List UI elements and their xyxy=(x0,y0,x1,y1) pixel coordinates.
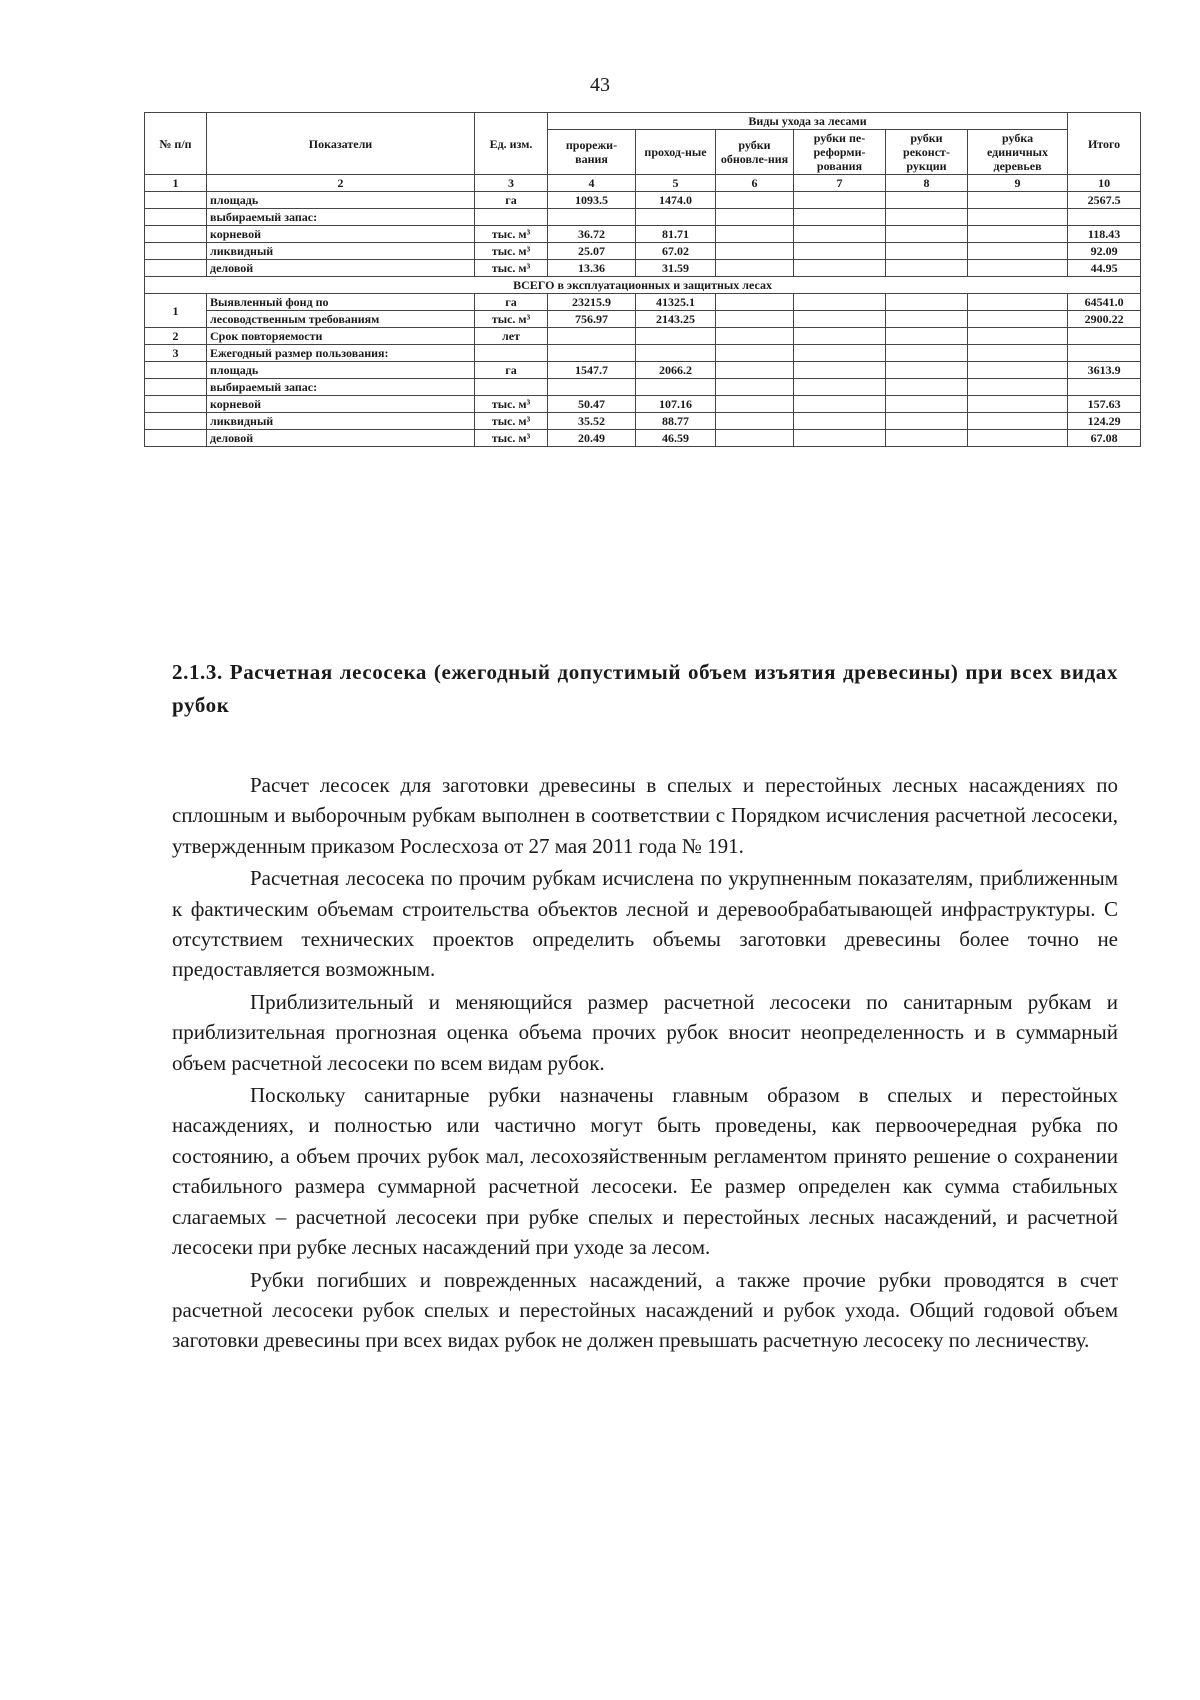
header-unit: Ед. изм. xyxy=(475,113,548,175)
row-unit: га xyxy=(475,362,548,379)
row-passing: 2066.2 xyxy=(636,362,716,379)
row-thinning: 25.07 xyxy=(548,243,636,260)
row-passing: 1474.0 xyxy=(636,192,716,209)
col-number: 5 xyxy=(636,175,716,192)
row-total: 2900.22 xyxy=(1068,311,1141,328)
row-unit: га xyxy=(475,294,548,311)
row-total: 2567.5 xyxy=(1068,192,1141,209)
row-unit: тыс. м³ xyxy=(475,311,548,328)
header-indicator: Показатели xyxy=(207,113,475,175)
row-thinning: 50.47 xyxy=(548,396,636,413)
col-number: 2 xyxy=(207,175,475,192)
row-thinning: 756.97 xyxy=(548,311,636,328)
table-section-row xyxy=(145,277,1141,294)
row-unit: тыс. м³ xyxy=(475,430,548,447)
table-row xyxy=(145,413,1141,430)
row-thinning: 35.52 xyxy=(548,413,636,430)
page-number: 43 xyxy=(590,74,610,96)
section-heading: 2.1.3. Расчетная лесосека (ежегодный допустимый объем изъятия древесины) при всех видах рубок xyxy=(172,660,1118,717)
table-row xyxy=(145,260,1141,277)
row-name: корневой xyxy=(207,396,475,413)
row-name: ликвидный xyxy=(207,413,475,430)
header-num: № п/п xyxy=(145,113,207,175)
row-thinning: 36.72 xyxy=(548,226,636,243)
table-row xyxy=(145,294,1141,311)
row-thinning: 13.36 xyxy=(548,260,636,277)
col-number: 9 xyxy=(968,175,1068,192)
header-col-reconstruction: рубки реконст-рукции xyxy=(886,130,968,175)
row-total: 118.43 xyxy=(1068,226,1141,243)
row-total: 92.09 xyxy=(1068,243,1141,260)
table-row xyxy=(145,311,1141,328)
row-name: площадь xyxy=(207,362,475,379)
row-total: 157.63 xyxy=(1068,396,1141,413)
row-total: 44.95 xyxy=(1068,260,1141,277)
row-unit: тыс. м³ xyxy=(475,396,548,413)
table-row xyxy=(145,430,1141,447)
table-row xyxy=(145,396,1141,413)
table-row xyxy=(145,226,1141,243)
row-passing: 67.02 xyxy=(636,243,716,260)
row-name: Выявленный фонд по xyxy=(207,294,475,311)
paragraph: Рубки погибших и поврежденных насаждений, а также прочие рубки проводятся в счет расчетной лесосеки рубок спелых и перестойных насаждений и рубок ухода. Общий годовой объем заготовки древесины при всех видах рубок не должен превышать расчетную лесосеку по лесничеству. xyxy=(172,1267,1118,1353)
col-number: 8 xyxy=(886,175,968,192)
header-col-single-trees: рубка единичных деревьев xyxy=(968,130,1068,175)
paragraph: Приблизительный и меняющийся размер расчетной лесосеки по санитарным рубкам и приблизительная прогнозная оценка объема прочих рубок вносит неопределенность и в суммарный объем расчетной лесосеки по всем видам рубок. xyxy=(172,989,1118,1075)
row-total: 67.08 xyxy=(1068,430,1141,447)
row-passing: 46.59 xyxy=(636,430,716,447)
row-name: выбираемый запас: xyxy=(207,379,475,396)
row-passing: 88.77 xyxy=(636,413,716,430)
row-total: 3613.9 xyxy=(1068,362,1141,379)
row-total: 124.29 xyxy=(1068,413,1141,430)
row-unit: тыс. м³ xyxy=(475,413,548,430)
header-care-types: Виды ухода за лесами xyxy=(548,113,1068,130)
header-total: Итого xyxy=(1068,113,1141,175)
row-thinning: 23215.9 xyxy=(548,294,636,311)
table-row xyxy=(145,243,1141,260)
row-num: 3 xyxy=(145,345,207,362)
row-passing: 81.71 xyxy=(636,226,716,243)
col-number: 4 xyxy=(548,175,636,192)
row-passing: 107.16 xyxy=(636,396,716,413)
row-name: Срок повторяемости xyxy=(207,328,475,345)
row-unit: лет xyxy=(475,328,548,345)
row-name: ликвидный xyxy=(207,243,475,260)
col-number: 10 xyxy=(1068,175,1141,192)
row-name: Ежегодный размер пользования: xyxy=(207,345,475,362)
col-number: 6 xyxy=(716,175,794,192)
row-name: выбираемый запас: xyxy=(207,209,475,226)
row-passing: 31.59 xyxy=(636,260,716,277)
paragraph: Расчет лесосек для заготовки древесины в спелых и перестойных лесных насаждениях по сплошным и выборочным рубкам выполнен в соответствии с Порядком исчисления расчетной лесосеки, утвержденным приказом Рослесхоза от 27 мая 2011 года № 191. xyxy=(172,773,1118,858)
section-title: ВСЕГО в эксплуатационных и защитных лесах xyxy=(145,277,1141,294)
table-row xyxy=(145,209,1141,226)
table-row xyxy=(145,345,1141,362)
header-col-passing: проход-ные xyxy=(636,130,716,175)
row-thinning: 1093.5 xyxy=(548,192,636,209)
row-thinning: 20.49 xyxy=(548,430,636,447)
row-name: деловой xyxy=(207,260,475,277)
row-num: 1 xyxy=(145,294,207,328)
table-row xyxy=(145,328,1141,345)
row-name: лесоводственным требованиям xyxy=(207,311,475,328)
paragraph: Поскольку санитарные рубки назначены главным образом в спелых и перестойных насаждениях, и полностью или частично могут быть проведены, как первоочередная рубка по состоянию, а объем прочих рубок мал, лесохозяйственным регламентом принято решение о сохранении стабильного размера суммарной расчетной лесосеки. Ее размер определен как сумма стабильных слагаемых – расчетной лесосеки при рубке спелых и перестойных лесных насаждений, и расчетной лесосеки при рубке лесных насаждений при уходе за лесом. xyxy=(172,1083,1118,1260)
row-passing: 2143.25 xyxy=(636,311,716,328)
row-name: корневой xyxy=(207,226,475,243)
header-col-thinning: прорежи-вания xyxy=(548,130,636,175)
table-row xyxy=(145,379,1141,396)
col-number: 7 xyxy=(794,175,886,192)
col-number: 1 xyxy=(145,175,207,192)
row-passing: 41325.1 xyxy=(636,294,716,311)
forest-care-table xyxy=(144,112,1140,447)
row-unit: тыс. м³ xyxy=(475,226,548,243)
row-unit: тыс. м³ xyxy=(475,260,548,277)
row-name: деловой xyxy=(207,430,475,447)
row-unit: га xyxy=(475,192,548,209)
table-row xyxy=(145,192,1141,209)
header-col-reform: рубки пе-реформи-рования xyxy=(794,130,886,175)
paragraph: Расчетная лесосека по прочим рубкам исчислена по укрупненным показателям, приближенным к фактическим объемам строительства объектов лесной и деревообрабатывающей инфраструктуры. С отсутствием технических проектов определить объемы заготовки древесины более точно не предоставляется возможным. xyxy=(172,866,1118,982)
row-thinning: 1547.7 xyxy=(548,362,636,379)
col-number: 3 xyxy=(475,175,548,192)
row-name: площадь xyxy=(207,192,475,209)
table-row xyxy=(145,362,1141,379)
row-total: 64541.0 xyxy=(1068,294,1141,311)
row-num: 2 xyxy=(145,328,207,345)
header-col-renewal: рубки обновле-ния xyxy=(716,130,794,175)
section-body xyxy=(172,770,1118,1358)
row-unit: тыс. м³ xyxy=(475,243,548,260)
